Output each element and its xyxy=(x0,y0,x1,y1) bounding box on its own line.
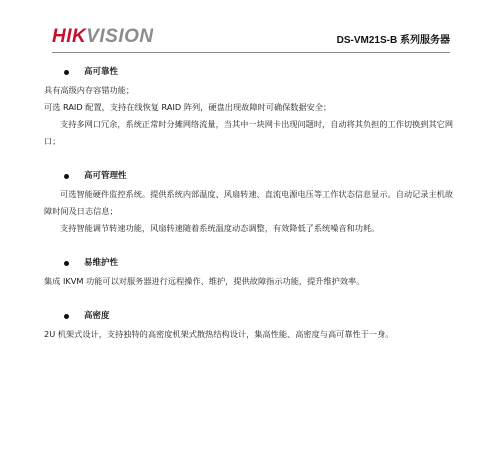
bullet-icon xyxy=(64,70,69,75)
paragraph: 具有高级内存容错功能； xyxy=(44,85,135,95)
section-maintainability xyxy=(44,255,456,290)
bullet-icon xyxy=(64,314,69,319)
section-title: 高可靠性 xyxy=(84,67,119,77)
paragraph: 2U 机架式设计，支持独特的高密度机架式散热结构设计，集高性能、高密度与高可靠性于一身。 xyxy=(44,329,394,339)
section-heading xyxy=(44,64,456,80)
logo-text-gray: VISION xyxy=(86,26,154,47)
section-title: 易维护性 xyxy=(84,258,119,268)
bullet-icon xyxy=(64,261,69,266)
hikvision-logo xyxy=(52,27,154,47)
section-manageability xyxy=(44,168,456,237)
document-body xyxy=(44,64,456,361)
page-header xyxy=(52,24,450,53)
section-heading xyxy=(44,308,456,324)
section-title: 高密度 xyxy=(84,311,110,321)
section-density xyxy=(44,308,456,343)
document-title: DS-VM21S-B 系列服务器 xyxy=(336,35,450,46)
paragraph: 支持多网口冗余，系统正常时分摊网络流量，当其中一块网卡出现问题时，自动将其负担的工作切换到其它网口； xyxy=(44,119,454,146)
paragraph: 可选智能硬件监控系统。提供系统内部温度、风扇转速、直流电源电压等工作状态信息显示。自动记录主机故障时间及日志信息； xyxy=(44,189,454,216)
section-title: 高可管理性 xyxy=(84,171,127,181)
section-reliability xyxy=(44,64,456,150)
paragraph: 可选 RAID 配置，支持在线恢复 RAID 阵列，硬盘出现故障时可确保数据安全； xyxy=(44,102,332,112)
paragraph: 集成 IKVM 功能可以对服务器进行远程操作、维护，提供故障指示功能，提升维护效率。 xyxy=(44,276,365,286)
section-heading xyxy=(44,168,456,184)
bullet-icon xyxy=(64,174,69,179)
section-heading xyxy=(44,255,456,271)
logo-text-red: HIK xyxy=(52,26,87,47)
paragraph: 支持智能调节转速功能，风扇转速随着系统温度动态调整，有效降低了系统噪音和功耗。 xyxy=(60,223,380,233)
